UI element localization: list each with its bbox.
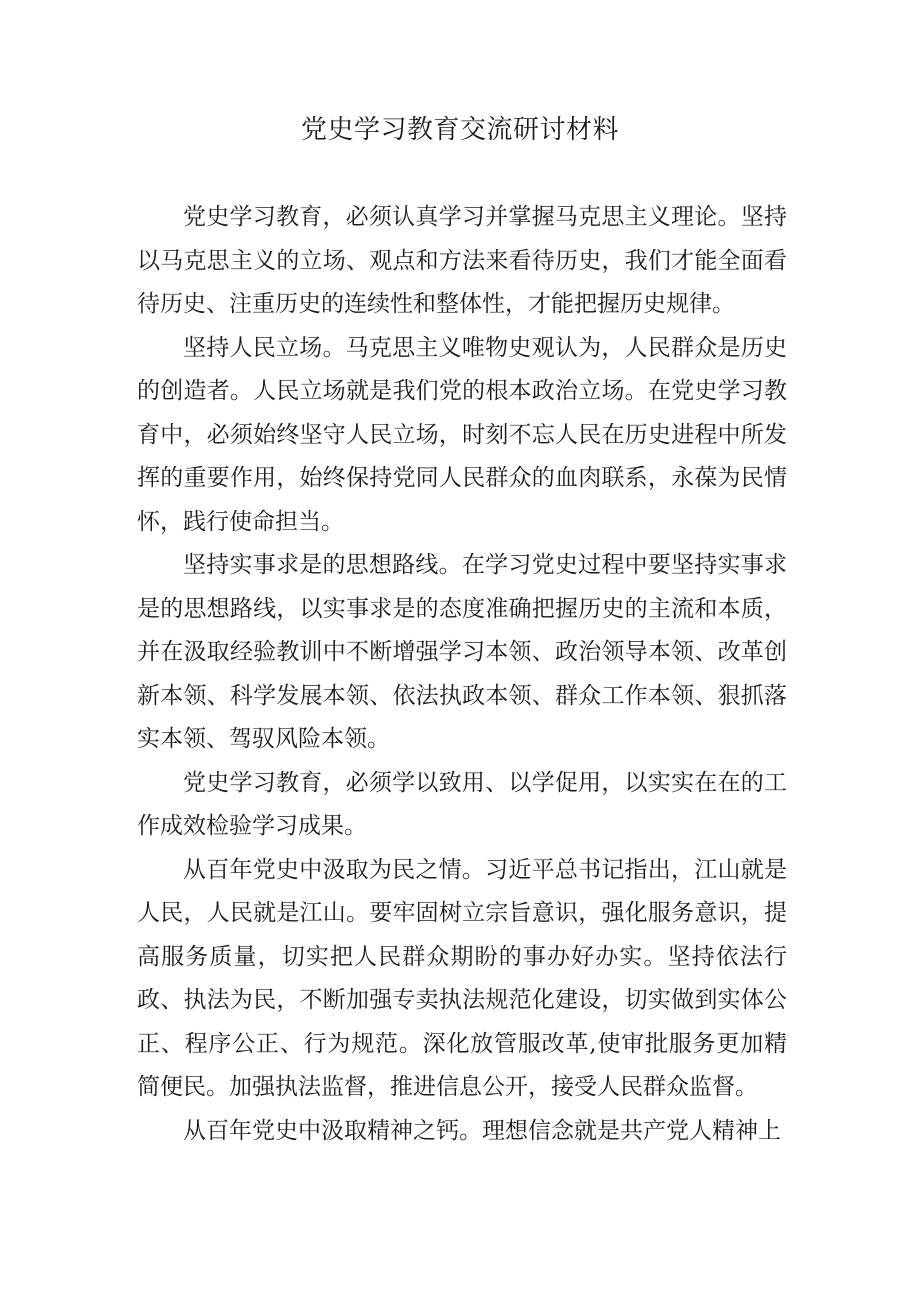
document-title: 党史学习教育交流研讨材料 — [300, 115, 619, 145]
paragraph-apply-learning: 党史学习教育，必须学以致用、以学促用，以实实在在的工作成效检验学习成果。 — [137, 769, 787, 839]
document-body — [137, 196, 787, 1153]
paragraph-spiritual-calcium: 从百年党史中汲取精神之钙。理想信念就是共产党人精神上 — [183, 1117, 781, 1144]
paragraph-marxism-theory: 党史学习教育，必须认真学习并掌握马克思主义理论。坚持以马克思主义的立场、观点和方法来看待历史，我们才能全面看待历史、注重历史的连续性和整体性，才能把握历史规律。 — [137, 204, 787, 317]
paragraph-serve-people: 从百年党史中汲取为民之情。习近平总书记指出，江山就是人民，人民就是江山。要牢固树立宗旨意识，强化服务意识，提高服务质量，切实把人民群众期盼的事办好办实。坚持依法行政、执法为民，不断加强专卖执法规范化建设，切实做到实体公正、程序公正、行为规范。深化放管服改革,使审批服务更加精简便民。加强执法监督，推进信息公开，接受人民群众监督。 — [137, 856, 787, 1100]
paragraph-seek-truth: 坚持实事求是的思想路线。在学习党史过程中要坚持实事求是的思想路线，以实事求是的态度准确把握历史的主流和本质，并在汲取经验教训中不断增强学习本领、政治领导本领、改革创新本领、科学发展本领、依法执政本领、群众工作本领、狠抓落实本领、驾驭风险本领。 — [137, 552, 787, 752]
paragraph-people-stance: 坚持人民立场。马克思主义唯物史观认为，人民群众是历史的创造者。人民立场就是我们党的根本政治立场。在党史学习教育中，必须始终坚守人民立场，时刻不忘人民在历史进程中所发挥的重要作用，始终保持党同人民群众的血肉联系，永葆为民情怀，践行使命担当。 — [137, 334, 787, 535]
